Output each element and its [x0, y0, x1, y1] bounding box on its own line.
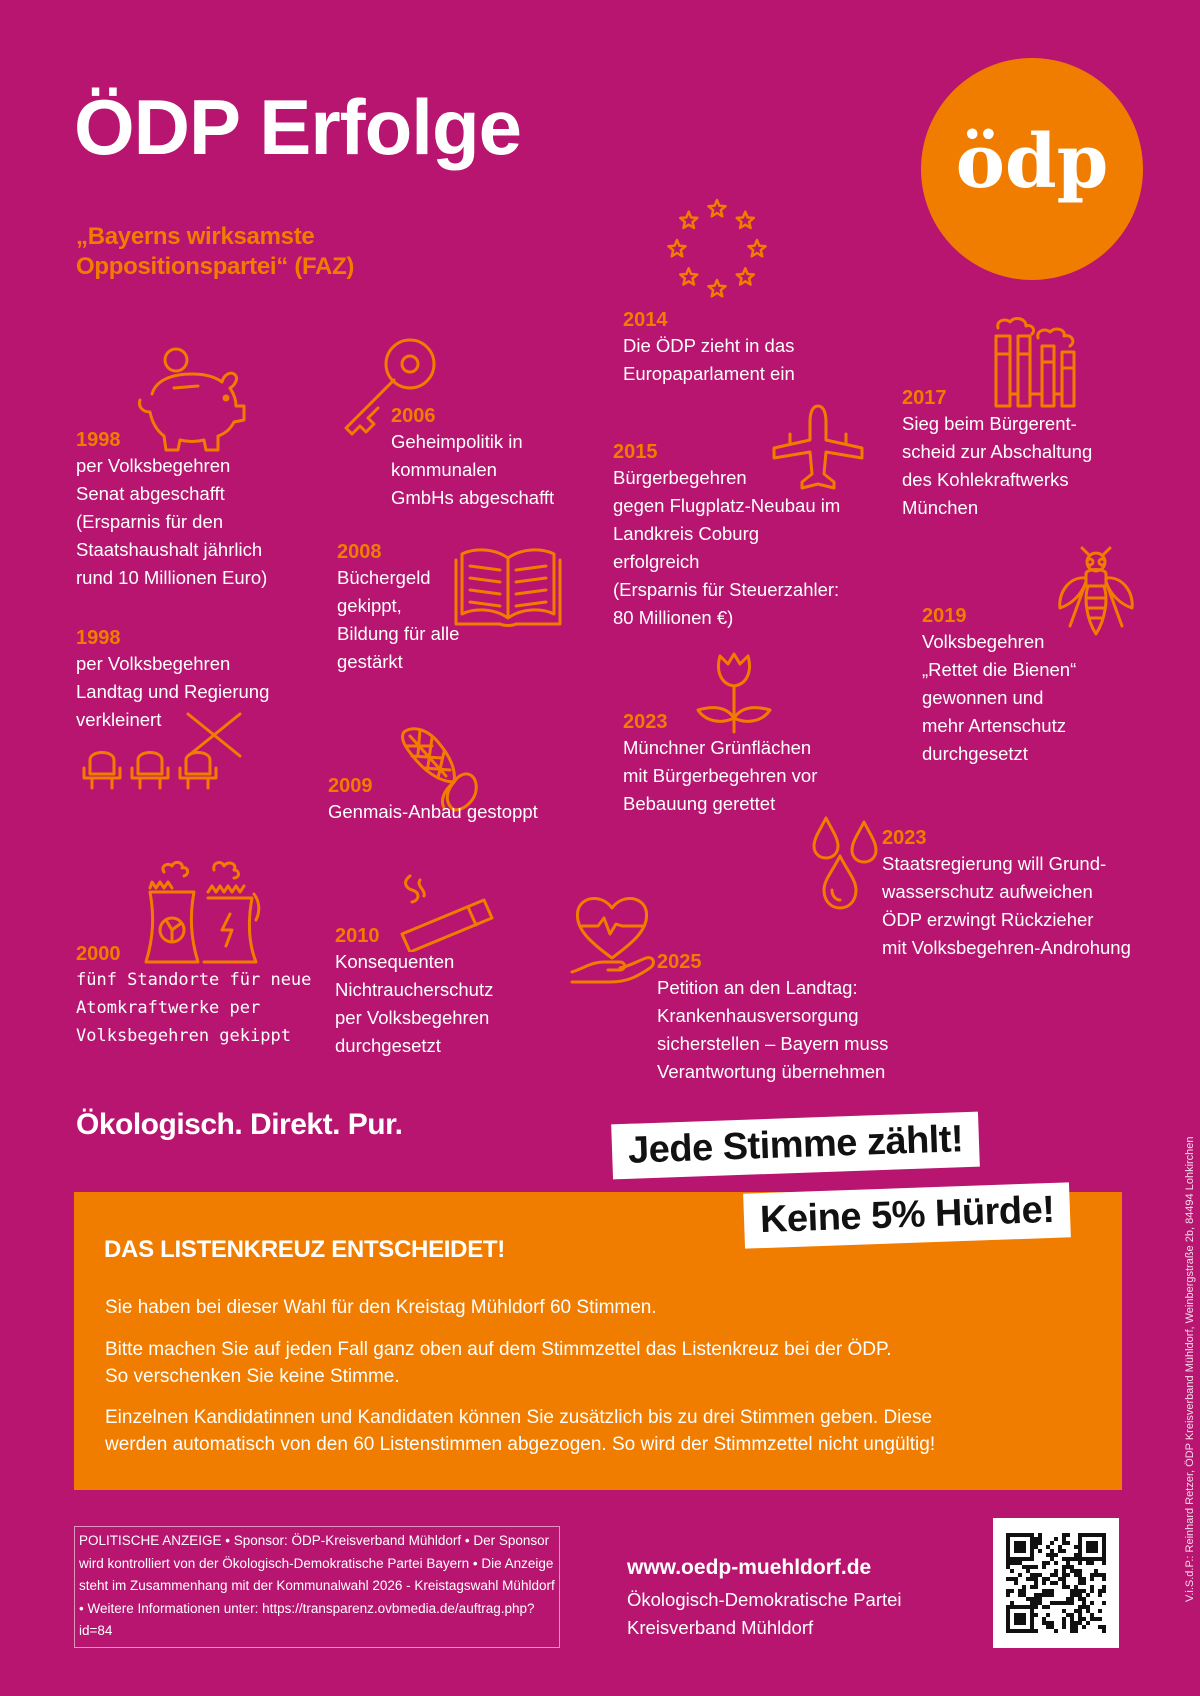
- info-paragraph-3: Einzelnen Kandidatinnen und Kandidaten können Sie zusätzlich bis zu drei Stimmen geben. Diese werden automatisch von den 60 Listenstimmen abgezogen. So wird der Stimmzettel nicht ungültig!: [105, 1407, 936, 1455]
- entry-year: 2009: [328, 775, 373, 797]
- open-book-icon: [454, 546, 562, 628]
- timeline-entry-1998a: [76, 428, 267, 592]
- entry-year: 2014: [623, 309, 668, 331]
- timeline-entry-2014: [623, 308, 795, 388]
- eu-star: [708, 200, 725, 216]
- timeline-entry-2025: [657, 950, 888, 1086]
- info-box-heading: DAS LISTENKREUZ ENTSCHEIDET!: [104, 1236, 505, 1263]
- heart-hand-icon: [570, 892, 656, 984]
- timeline-entry-2010: [335, 924, 493, 1060]
- timeline-entry-2006: [391, 404, 554, 512]
- eu-star: [680, 212, 697, 228]
- entry-text: Konsequenten Nichtraucherschutz per Volksbegehren durchgesetzt: [335, 951, 494, 1056]
- entry-year: 2006: [391, 405, 436, 427]
- eu-star: [668, 240, 685, 256]
- parliament-seats-crossed-icon: [80, 712, 246, 792]
- oedp-logo: [921, 58, 1143, 280]
- timeline-entry-2017: [902, 386, 1092, 522]
- entry-year: 2023: [882, 827, 927, 849]
- qr-code[interactable]: [993, 1518, 1119, 1648]
- stamp-jede-stimme: Jede Stimme zählt!: [611, 1112, 980, 1180]
- website-link[interactable]: www.oedp-muehldorf.de: [627, 1556, 872, 1579]
- entry-year: 2025: [657, 951, 702, 973]
- info-paragraph-1: Sie haben bei dieser Wahl für den Kreistag Mühldorf 60 Stimmen.: [105, 1297, 657, 1318]
- eu-star: [708, 280, 725, 296]
- entry-text: Bürgerbegehren gegen Flugplatz-Neubau im Landkreis Coburg erfolgreich (Ersparnis für Steuerzahler: 80 Millionen €): [613, 467, 841, 628]
- entry-year: 1998: [76, 627, 121, 649]
- timeline-entry-2019: [922, 604, 1076, 768]
- party-name: Ökologisch-Demokratische Partei Kreisverband Mühldorf: [627, 1589, 902, 1638]
- timeline-entry-2008: [337, 540, 459, 676]
- eu-star: [737, 268, 754, 284]
- entry-text: per Volksbegehren Landtag und Regierung verkleinert: [76, 653, 270, 730]
- logo-text: ödp: [955, 119, 1109, 205]
- entry-text: Die ÖDP zieht in das Europaparlament ein: [623, 335, 795, 384]
- entry-year: 2010: [335, 925, 380, 947]
- entry-year: 2023: [623, 711, 668, 733]
- imprint-vertical: V.i.S.d.P.: Reinhard Retzer, ÖDP Kreisverband Mühldorf, Weinbergstraße 2b, 84494 Lohkirchen: [1184, 1136, 1196, 1602]
- timeline-entry-2015: [613, 440, 840, 632]
- entry-text: Münchner Grünflächen mit Bürgerbegehren vor Bebauung gerettet: [623, 737, 818, 814]
- entry-text: Staatsregierung will Grund- wasserschutz aufweichen ÖDP erzwingt Rückzieher mit Volksbegehren-Androhung: [882, 853, 1131, 958]
- entry-text: Sieg beim Bürgerent- scheid zur Abschaltung des Kohlekraftwerks München: [902, 413, 1093, 518]
- entry-text: fünf Standorte für neue Atomkraftwerke per Volksbegehren gekippt: [76, 970, 312, 1046]
- eu-stars-icon: [664, 196, 770, 302]
- timeline-entry-2023a: [623, 710, 817, 818]
- entry-text: per Volksbegehren Senat abgeschafft (Ersparnis für den Staatshaushalt jährlich rund 10 Millionen Euro): [76, 455, 268, 588]
- timeline-entry-2009: [328, 774, 538, 826]
- info-paragraph-2: Bitte machen Sie auf jeden Fall ganz oben auf dem Stimmzettel das Listenkreuz bei der ÖDP. So verschenken Sie keine Stimme.: [105, 1339, 892, 1387]
- entry-text: Genmais-Anbau gestoppt: [328, 801, 538, 822]
- timeline-entry-2000: [76, 942, 311, 1050]
- eu-star: [680, 268, 697, 284]
- entry-year: 2008: [337, 541, 382, 563]
- entry-year: 2017: [902, 387, 947, 409]
- timeline-entry-2023b: [882, 826, 1131, 962]
- eu-star: [737, 212, 754, 228]
- water-drops-icon: [812, 816, 880, 910]
- entry-text: Petition an den Landtag: Krankenhausversorgung sicherstellen – Bayern muss Verantwortung übernehmen: [657, 977, 889, 1082]
- eu-star: [748, 240, 765, 256]
- political-ad-disclaimer: POLITISCHE ANZEIGE • Sponsor: ÖDP-Kreisverband Mühldorf • Der Sponsor wird kontrolliert von der Ökologisch-Demokratische Partei Bayern • Die Anzeige steht im Zusammenhang mit der Kommunalwahl 2026 - Kreistagswahl Mühldorf • Weitere Informationen unter: https://transparenz.ovbmedia.de/auftrag.php?id=84: [74, 1526, 560, 1648]
- entry-year: 2015: [613, 441, 658, 463]
- entry-text: Geheimpolitik in kommunalen GmbHs abgeschafft: [391, 431, 555, 508]
- entry-year: 2000: [76, 943, 121, 965]
- entry-year: 2019: [922, 605, 967, 627]
- stamp-keine-huerde: Keine 5% Hürde!: [743, 1182, 1071, 1248]
- entry-text: Volksbegehren „Rettet die Bienen“ gewonnen und mehr Artenschutz durchgesetzt: [922, 631, 1077, 764]
- page-title: ÖDP Erfolge: [74, 83, 521, 171]
- entry-year: 1998: [76, 429, 121, 451]
- slogan: Ökologisch. Direkt. Pur.: [76, 1108, 403, 1141]
- page-subtitle: „Bayerns wirksamste Oppositionspartei“ (FAZ): [76, 223, 355, 280]
- entry-text: Büchergeld gekippt, Bildung für alle gestärkt: [337, 567, 460, 672]
